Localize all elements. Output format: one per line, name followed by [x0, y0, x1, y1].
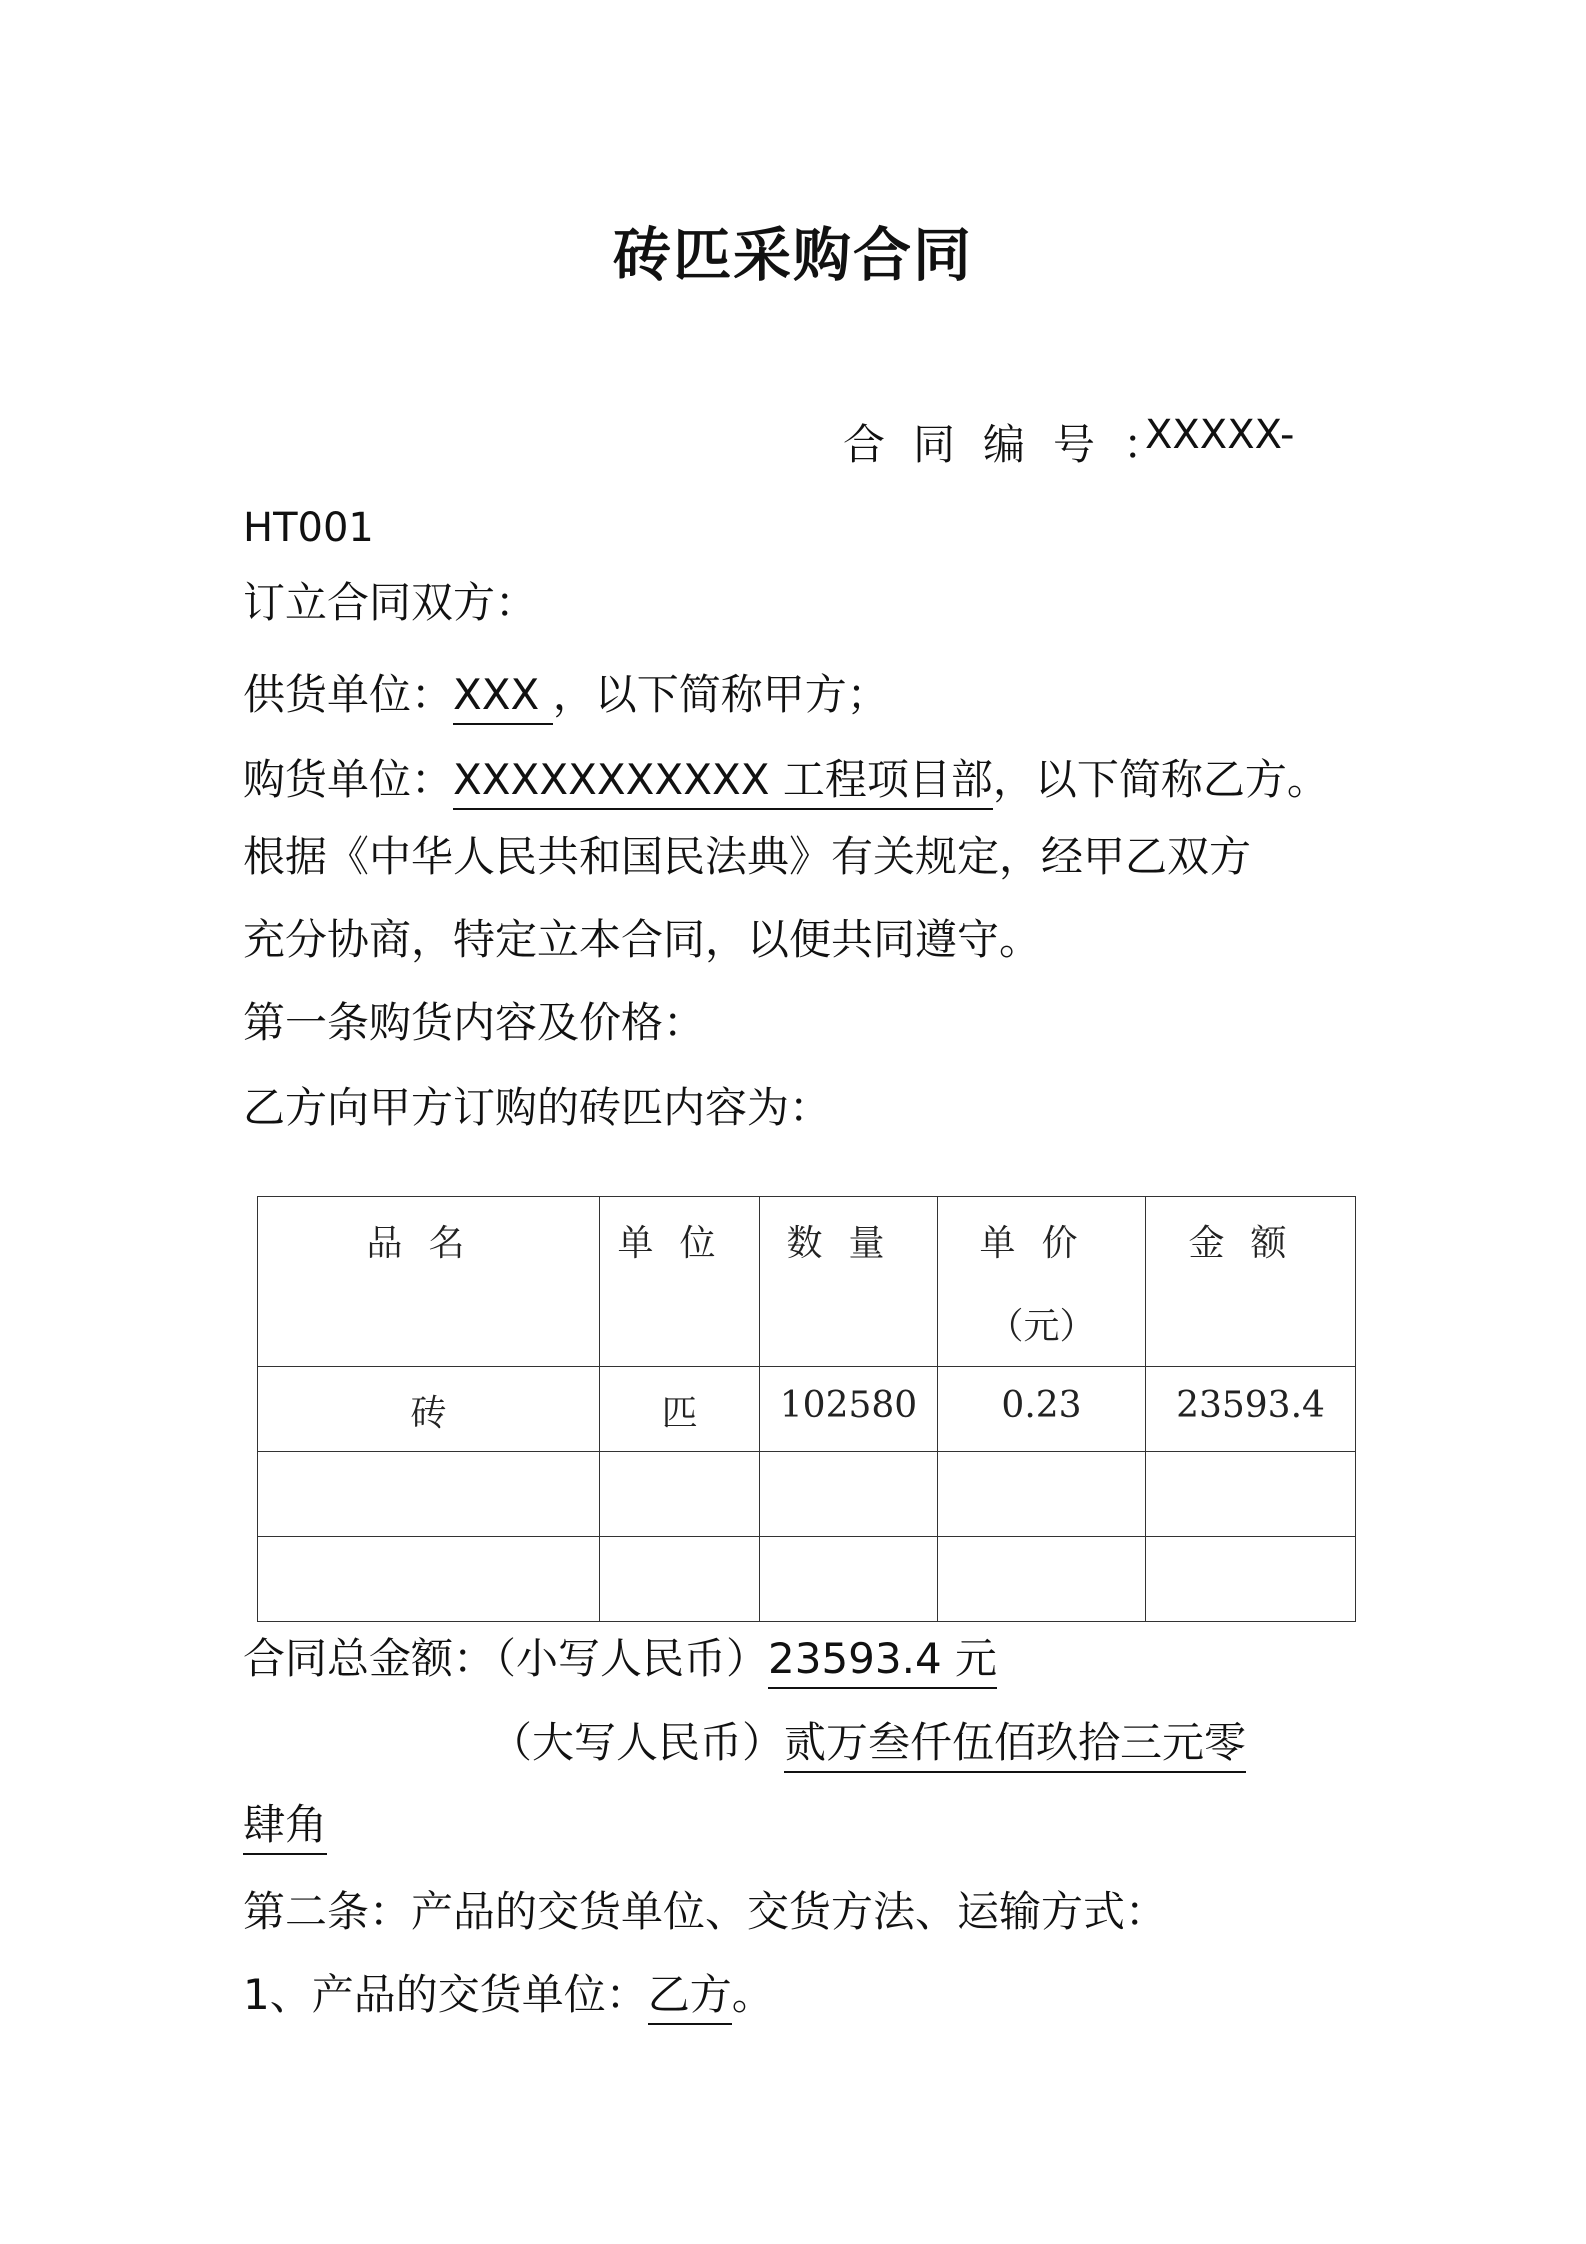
header-product-name: 品名	[258, 1197, 600, 1367]
total-caps-label: （大写人民币）	[490, 1718, 785, 1767]
cell-unit-price	[938, 1452, 1146, 1537]
header-unit: 单位	[600, 1197, 760, 1367]
table-row	[258, 1452, 1356, 1537]
article2-item1-label: 1、产品的交货单位：	[243, 1970, 648, 2019]
header-amount: 金额	[1146, 1197, 1356, 1367]
contract-no-label: 合同编号：	[843, 420, 1194, 469]
page-title: 砖匹采购合同	[612, 221, 973, 289]
cell-amount: 23593.4	[1146, 1367, 1356, 1452]
cell-unit	[600, 1537, 760, 1622]
unit-price-currency: （元）	[987, 1306, 1096, 1347]
cell-amount	[1146, 1452, 1356, 1537]
article2-item1	[243, 1970, 774, 2020]
article1-heading: 第一条购货内容及价格：	[243, 998, 706, 1047]
article2-item1-end: 。	[731, 1970, 774, 2019]
cell-quantity	[760, 1452, 938, 1537]
cell-product-name: 砖	[258, 1367, 600, 1452]
cell-unit-price: 0.23	[938, 1367, 1146, 1452]
total-caps-line	[490, 1718, 1246, 1768]
article2-heading: 第二条：产品的交货单位、交货方法、运输方式：	[243, 1887, 1168, 1936]
table-row	[258, 1367, 1356, 1452]
supplier-line	[243, 670, 889, 720]
basis-line-2: 充分协商，特定立本合同，以便共同遵守。	[243, 915, 1042, 964]
supplier-name: XXX	[453, 670, 553, 725]
header-unit-price: 单价 （元）	[938, 1197, 1146, 1367]
total-caps-line-2	[243, 1800, 327, 1850]
supplier-suffix: ，以下简称甲方；	[552, 670, 889, 719]
buyer-suffix: ，以下简称乙方。	[992, 755, 1329, 804]
total-amount-label: 合同总金额：（小写人民币）	[243, 1634, 769, 1683]
contract-no-value: XXXXX-	[1145, 412, 1295, 458]
total-caps-value: 贰万叁仟伍佰玖拾三元零	[784, 1718, 1246, 1773]
total-amount-line	[243, 1634, 997, 1684]
contract-no-value-continued: HT001	[243, 505, 374, 551]
total-amount-value: 23593.4 元	[768, 1634, 997, 1689]
cell-unit-price	[938, 1537, 1146, 1622]
cell-quantity: 102580	[760, 1367, 938, 1452]
supplier-label: 供货单位：	[243, 670, 454, 719]
cell-product-name	[258, 1452, 600, 1537]
cell-product-name	[258, 1537, 600, 1622]
buyer-line	[243, 755, 1329, 805]
header-quantity: 数量	[760, 1197, 938, 1367]
cell-unit	[600, 1452, 760, 1537]
article2-item1-value: 乙方	[648, 1970, 732, 2025]
parties-heading: 订立合同双方：	[243, 578, 538, 627]
table-row	[258, 1537, 1356, 1622]
cell-quantity	[760, 1537, 938, 1622]
cell-unit: 匹	[600, 1367, 760, 1452]
buyer-label: 购货单位：	[243, 755, 454, 804]
buyer-name: XXXXXXXXXXX 工程项目部	[453, 755, 993, 810]
cell-amount	[1146, 1537, 1356, 1622]
table-header-row	[258, 1197, 1356, 1367]
article1-intro: 乙方向甲方订购的砖匹内容为：	[243, 1083, 832, 1132]
basis-line-1: 根据《中华人民共和国民法典》有关规定，经甲乙双方	[243, 832, 1252, 881]
items-table	[257, 1196, 1356, 1622]
total-caps-value-continued: 肆角	[243, 1800, 327, 1855]
